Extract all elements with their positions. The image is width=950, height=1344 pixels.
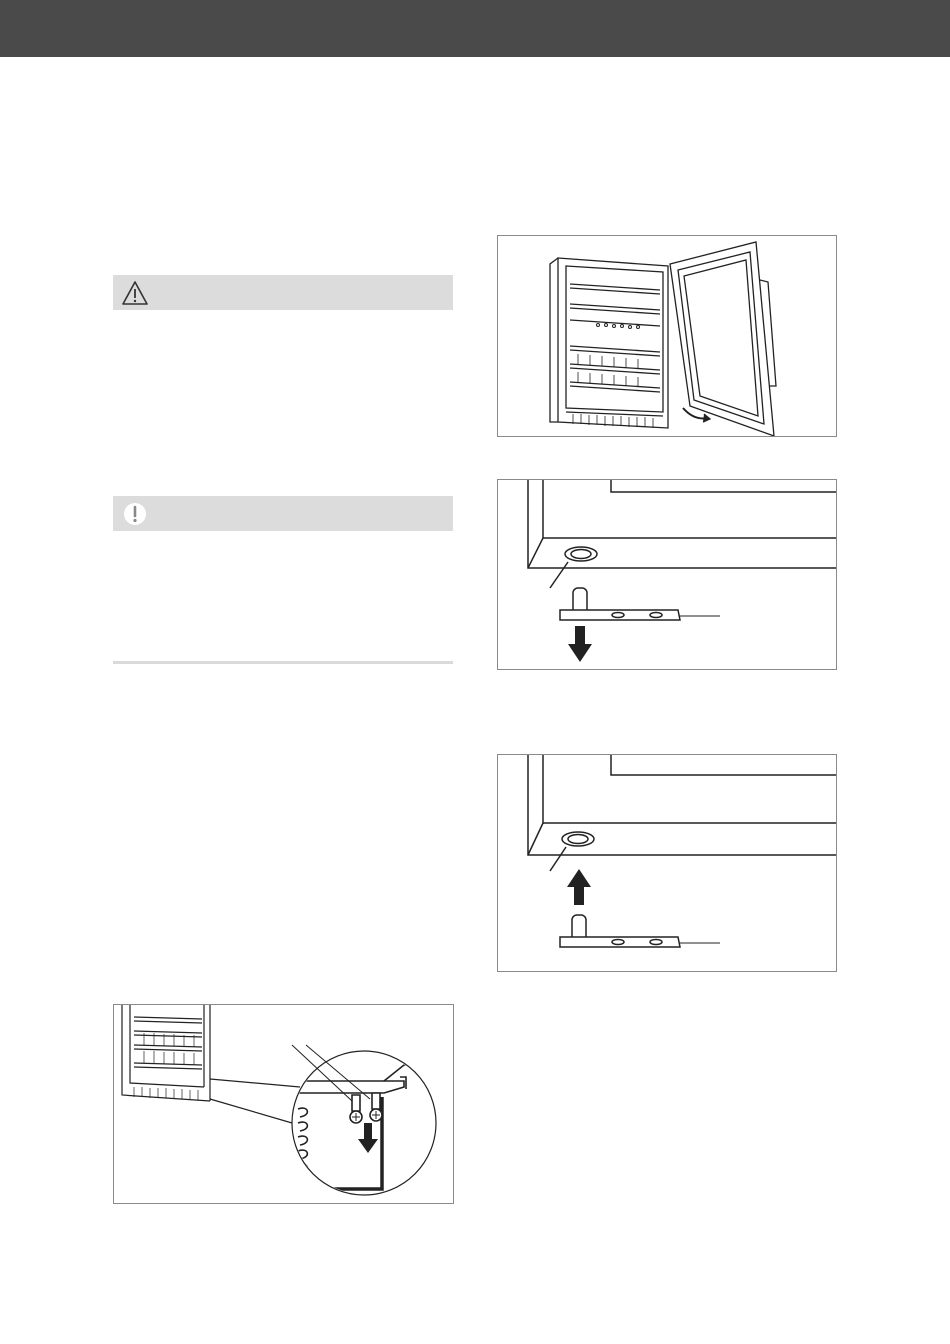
header-bar <box>0 0 950 57</box>
section-divider <box>113 661 453 664</box>
figure-hinge-pin-insert <box>497 754 837 972</box>
warning-triangle-icon <box>121 279 149 307</box>
figure-fridge-door-open <box>497 235 837 437</box>
warning-notice-bar <box>113 275 453 310</box>
figure-hinge-pin-remove <box>497 479 837 670</box>
note-notice-bar <box>113 496 453 531</box>
hinge-remove-illustration <box>498 480 836 669</box>
figure-kickplate-screws <box>113 1004 454 1204</box>
kickplate-screws-illustration <box>114 1005 453 1203</box>
fridge-open-illustration <box>498 236 836 436</box>
hinge-insert-illustration <box>498 755 836 971</box>
exclamation-circle-icon <box>121 500 149 528</box>
